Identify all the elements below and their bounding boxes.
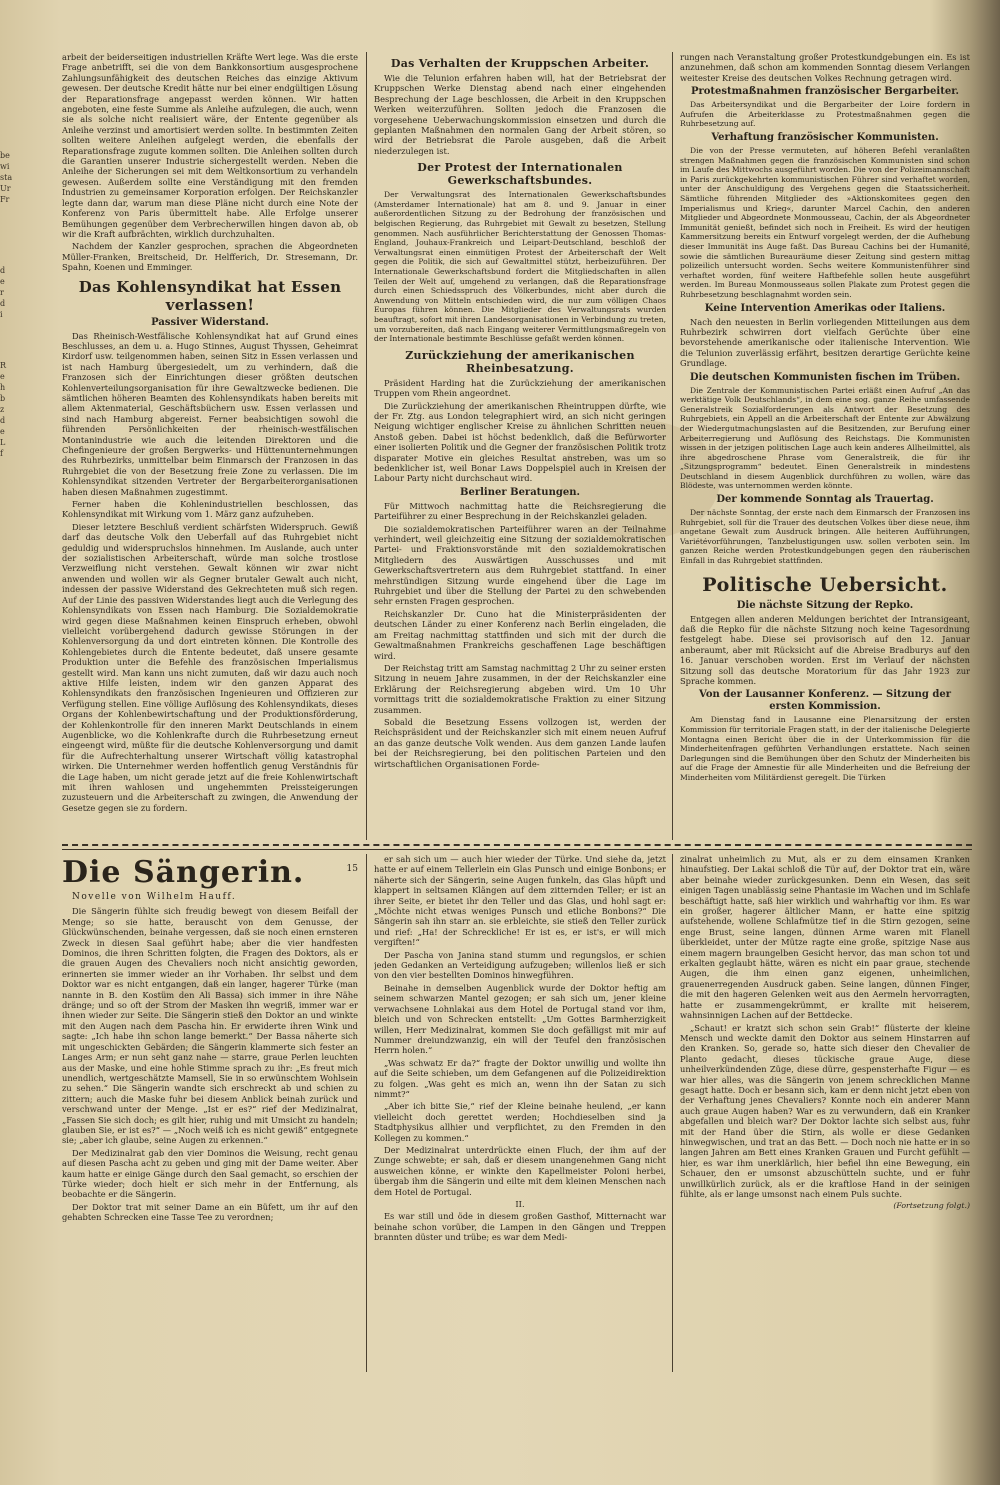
- story-paragraph: Der Doktor trat mit seiner Dame an ein Büfett, um ihr auf den gehabten Schrecken eine Tasse Tee zu verordnen;: [62, 1201, 358, 1223]
- headline-bergarbeiter: Protestmaßnahmen französischer Bergarbeiter.: [690, 86, 960, 98]
- section-title-politische-uebersicht: Politische Uebersicht.: [702, 573, 948, 596]
- left-margin-fragments: [0, 150, 18, 570]
- headline-rheinbesatzung: Zurückziehung der amerikanischen Rheinbesatzung.: [405, 348, 635, 375]
- margin-fragment: z: [0, 405, 5, 414]
- margin-fragment: f: [0, 449, 3, 458]
- feuilleton-subtitle: Novelle von Wilhelm Hauff.: [72, 892, 237, 902]
- article-paragraph: Für Mittwoch nachmittag hatte die Reichsregierung die Parteiführer zu einer Besprechung in der Reichskanzlei geladen.: [374, 500, 666, 522]
- article-intro-text: arbeit der beiderseitigen industriellen Kräfte Wert lege. Was die erste Frage anbetrifft, sei die von dem Bankkonsortium ausgesprochene Zahlungsunfähigkeit des deutschen Reiches das einzige Aktivum gewesen. Der deutsche Kredit hätte nur bei einer endgültigen Lösung der Reparationsfrage angepasst werden können. Wir hatten angeboten, eine feste Summe als Anleihe aufzulegen, die auch, wenn sie als solche nicht realisiert wäre, der Entente gegenüber als Anleihe verzinst und amortisiert werden sollte. In bestimmten Zeiten sollten weitere Anleihen aufgelegt werden, die ebenfalls der Reparationsfrage zugute kommen sollten. Die Anleihen sollten durch die Garantien unserer Industrie sichergestellt werden. Neben die Anleihe der Sicherungen sei mit dem Weltkonsortium zu verhandeln gewesen. Außerdem sollte eine Verständigung mit den fremden Industrien zu gemeinsamer Korporation erfolgen. Der Reichskanzler legte dann dar, warum man diese Pläne nicht durch eine Note der Konferenz von Paris übermittelt habe. Alle Erfolge unserer Bemühungen gegenüber dem Verbrecherwillen hingen davon ab, ob wir die Kraft aufbrächten, wirklich durchzuhalten.: [62, 52, 358, 239]
- column-rule: [672, 52, 673, 840]
- chapter-number: II.: [515, 1199, 525, 1209]
- feuilleton-separator: [62, 844, 972, 846]
- article-paragraph: Der nächste Sonntag, der erste nach dem Einmarsch der Franzosen ins Ruhrgebiet, soll für die Trauer des deutschen Volkes über diese neue, ihm angetane Gewalt zum Ausdruck bringen. Alle heiteren Aufführungen, Variétévorführungen, Tanzbelustigungen usw. sollen verboten sein. Im ganzen Reiche werden Protestkundgebungen gegen den räuberischen Einfall in das Ruhrgebiet stattfinden.: [680, 508, 970, 566]
- margin-fragment: wi: [0, 162, 10, 171]
- instalment-number: 15: [346, 864, 358, 874]
- article-paragraph: Am Dienstag fand in Lausanne eine Plenarsitzung der ersten Kommission für territoriale Fragen statt, in der der italienische Delegierte Montagna einen Bericht über die in der Unterkommission für die Minderheitenfragen geführten Verhandlungen erstattete. Nach seinen Darlegungen sind die Bemühungen über den Schutz der Minderheiten bis auf die Frage der Amnestie für alle Minderheiten und die Befreiung der Minderheiten vom Militärdienst geregelt. Die Türken: [680, 715, 970, 783]
- margin-fragment: R: [0, 361, 7, 370]
- article-paragraph: Die von der Presse vermuteten, auf höheren Befehl veranlaßten strengen Maßnahmen gegen die französischen Kommunisten sind schon im Laufe des Mittwochs ausgeführt worden. Die von der Polizeimannschaft in Paris zurückgekehrten kommunistischen Führer sind verhaftet worden, unter der Anschuldigung des Vergehens gegen die Staatssicherheit. Sämtliche führenden Mitglieder des »Aktionskomitees gegen den Imperialismus und Krieg«, darunter Marcel Cachin, den anderen Mitglieder und Abgeordnete Monmousseau, Cachin, der als Abgeordneter Immunität genießt, befindet sich noch in Freiheit. Es wird der heutigen Kammersitzung bereits ein Entwurf vorgelegt werden, der die Aufhebung dieser Immunität ins Auge faßt. Das Bureau Cachins bei der Humanité, sowie die sämtlichen Bureauräume dieser Zeitung sind gestern mittag polizeilich untersucht worden. Sechs weitere Kommunistenführer sind verhaftet worden, fünf weitere Haftbefehle sollen heute ausgeführt werden. Im Bureau Monmousseaus sollen Plakate zum Protest gegen die Ruhrbesetzung beschlagnahmt worden sein.: [680, 146, 970, 299]
- story-paragraph: Der Medizinalrat unterdrückte einen Fluch, der ihm auf der Zunge schwebte; er sah, daß er diesem unangenehmen Gang nicht ausweichen könne, er winkte den Kapellmeister Poloni herbei, übergab ihm die Sängerin und eilte mit dem kleinen Menschen nach dem Hotel de Portugal.: [374, 1144, 666, 1197]
- article-paragraph: Der Verwaltungsrat des Internationalen Gewerkschaftsbundes (Amsterdamer Internationale) hat am 8. und 9. Januar in einer außerordentlichen Sitzung zu der Bedrohung der französischen und belgischen Regierung, das Ruhrgebiet mit Gewalt zu besetzen, Stellung genommen. Nach ausführlicher Berichterstattung der Genossen Thomas-England, Jouhaux-Frankreich und Leipart-Deutschland, beschloß der Verwaltungsrat einen einmütigen Protest der Arbeiterschaft der Welt gegen die Politik, die sich auf Gewaltmittel stützt, herbeizuführen. Der Internationale Gewerkschaftsbund fordert die Mitgliedschaften in allen Teilen der Welt auf, umgehend zu verlangen, daß die Reparationsfrage durch einen Schiedsspruch des Völkerbundes, nicht aber durch die Anwendung von Mitteln entschieden wird, die nur zum völligen Chaos Europas führen können. Die Mitglieder des Verwaltungsrats wurden beauftragt, sofort mit ihren Landesorganisationen in Verbindung zu treten, um vorzubereiten, daß nach Eingang weiterer Vermittlungsmaßregeln von der Internationale bestimmte Beschlüsse gefaßt werden können.: [374, 190, 666, 344]
- article-paragraph: Präsident Harding hat die Zurückziehung der amerikanischen Truppen vom Rhein angeordnet.: [374, 377, 666, 399]
- margin-fragment: h: [0, 383, 6, 392]
- story-paragraph: „Was schwatz Er da?“ fragte der Doktor unwillig und wollte ihn auf die Seite schieben, um dem Gefangenen auf die Polizeidirektion zu folgen. „Was geht es mich an, wenn ihn der Satan zu sich nimmt?“: [374, 1057, 666, 1099]
- margin-fragment: sta: [0, 173, 13, 182]
- story-paragraph: Es war still und öde in diesem großen Gasthof, Mitternacht war beinahe schon vorüber, die Lampen in den Gängen und Treppen brannten düster und trübe; es war dem Medi-: [374, 1211, 666, 1243]
- article-paragraph: Ferner haben die Kohlenindustriellen beschlossen, das Kohlensyndikat mit Wirkung vom 1. März ganz aufzuheben.: [62, 499, 358, 520]
- margin-fragment: r: [0, 288, 4, 297]
- margin-fragment: i: [0, 310, 3, 319]
- feuilleton-column-2: [374, 854, 666, 1372]
- story-paragraph: Beinahe in demselben Augenblick wurde der Doktor heftig am seinem schwarzen Mantel gezogen; er sah sich um, jener kleine verwachsene Lohnlakai aus dem Hotel de Portugal stand vor ihm, bleich und von Schrecken entstellt: „Um Gottes Barmherzigkeit willen, Herr Medizinalrat, kommen Sie doch gefälligst mit mir auf Nummer dreiundzwanzig, ein will der Teufel den französischen Herrn holen.“: [374, 982, 666, 1056]
- column-3: [680, 52, 970, 840]
- article-paragraph: Das Rheinisch-Westfälische Kohlensyndikat hat auf Grund eines Beschlusses, an dem u. a. Hugo Stinnes, August Thyssen, Geheimrat Kirdorf usw. teilgenommen haben, seinen Sitz in Essen verlassen und ist nach Hamburg übergesiedelt, um zu verhindern, daß die Franzosen sich der Einrichtungen dieser größten deutschen Kohlenverteilungsorganisation für ihre Gewaltzwecke bedienen. Die sämtlichen höheren Beamten des Kohlensyndikats haben bereits mit allem Aktenmaterial, Geschäftsbüchern usw. Essen verlassen und sind nach Hamburg abgereist. Ferner beabsichtigen sowohl die führenden Persönlichkeiten der rheinisch-westfälischen Montanindustrie wie auch die leitenden Direktoren und die Chefingenieure der großen Bergwerks- und Hüttenunternehmungen des Ruhrbezirks, unmittelbar beim Einmarsch der Franzosen in das Ruhrgebiet die von der Besetzung freie Zone zu verlassen. Die im Kohlensyndikat sitzenden Vertreter der Bergarbeiterorganisationen haben diesen Maßnahmen zugestimmt.: [62, 330, 358, 497]
- story-paragraph: „Schaut! er kratzt sich schon sein Grab!“ flüsterte der kleine Mensch und weckte damit den Doktor aus seinem Hinstarren auf den Kranken. So, gerade so, hatte sich dieser den Chevalier de Planto gedacht, dieses tückische graue Auge, diese unheilverkündenden Züge, diese dürre, gespensterhafte Figur — es war hier alles, was die Sängerin von jenem schrecklichen Manne gesagt hatte. Doch er besann sich, kam er denn nicht jetzt eben von der Verhaftung jenes Chevaliers? Konnte noch ein anderer Mann auch graue Augen haben? War es zu verwundern, daß ein Kranker abgefallen und bleich war? Der Doktor lachte sich selbst aus, fuhr mit der Hand über die Stirn, als wolle er diese Gedanken hinwegwischen, und trat an das Bett. — Doch noch nie hatte er in so langen Jahren am Bett eines Kranken Grauen und Furcht gefühlt — hier, es war ihm unerklärlich, hier befiel ihn eine Bewegung, ein Schauer, den er umsonst abzuschütteln suchte, und er fuhr unwillkürlich zurück, als er die kraftlose Hand in der seinigen fühlte, als er lange umsonst nach einem Puls suchte.: [680, 1022, 970, 1199]
- headline-gewerkschaftsbund: Der Protest der Internationalen Gewerkschaftsbundes.: [417, 161, 623, 188]
- margin-fragment: e: [0, 427, 5, 436]
- article-paragraph: Die Zurückziehung der amerikanischen Rheintruppen dürfte, wie der Fr. Ztg. aus London telegraphiert wird, an sich nicht geringen Neigung wichtiger englischer Kreise zu ähnlichen Schritten neuen Anstoß geben. Dabei ist höchst bedenklich, daß die Befürworter einer isolierten Politik und die Gegner der französischen Politik trotz disparater Motive ein gleiches Resultat anstreben, was um so bedenklicher ist, weil Bonar Laws Doppelspiel auch in Kreisen der Labour Party nicht durchschaut wird.: [374, 400, 666, 484]
- margin-fragment: d: [0, 416, 6, 425]
- margin-fragment: Fr: [0, 195, 10, 204]
- story-paragraph: er sah sich um — auch hier wieder der Türke. Und siehe da, jetzt hatte er auf einem Tellerlein ein Glas Punsch und einige Bonbons; er näherte sich der Sängerin, seine Augen funkeln, das Glas hüpft und klappert in seltsamen Klängen auf dem zitternden Teller; er ist an ihrer Seite, er bietet ihr den Teller und das Glas, und hohl sagt er: „Möchte nicht etwas weniges Punsch und etliche Bonbons?“ Die Sängerin sah ihn starr an. sie erbleichte, sie stieß den Teller zurück und rief: „Ha! der Schreckliche! Er ist es, er ist's, er will mich vergiften!“: [374, 854, 666, 948]
- feuilleton-column-3: [680, 854, 970, 1372]
- subhead-passiver-widerstand: Passiver Widerstand.: [151, 316, 269, 328]
- article-paragraph: Reichskanzler Dr. Cuno hat die Ministerpräsidenten der deutschen Länder zu einer Konferenz nach Berlin eingeladen, die am Freitag nachmittag stattfinden und sich mit der durch die Gewaltmaßnahmen Frankreichs geschaffenen Lage beschäftigen wird.: [374, 608, 666, 661]
- story-paragraph: Der Medizinalrat gab den vier Dominos die Weisung, recht genau auf diesen Pascha acht zu geben und ging mit der Dame weiter. Aber kaum hatte er einige Gänge durch den Saal gemacht, so erschien der Türke wieder; doch hielt er sich mehr in der Entfernung, als beobachte er die Sängerin.: [62, 1147, 358, 1200]
- article-paragraph: Die Zentrale der Kommunistischen Partei erläßt einen Aufruf „An das werktätige Volk Deutschlands“, in dem eine sog. ganze Reihe umfassende Generalstreik Sozialforderungen als Antwort der Besetzung des Ruhrgebiets, ein Appell an die Arbeiterschaft der Entente zur Abwälzung der Wiedergutmachungslasten auf die Besitzenden, zur Berufung einer Arbeiterregierung und Auflösung des Reichstags. Die Kommunisten wissen in der jetzigen politischen Lage auch kein anderes Allheilmittel, als ihre abgedroschene Phrase vom Generalstreik, die für ihr „Sitzungsprogramm“ bedeutet. Einen Generalstreik in mindestens Deutschland in diesem Augenblick durchführen zu wollen, wäre das Blödeste, was unternommen werden könnte.: [680, 385, 970, 491]
- article-paragraph: Der Reichstag tritt am Samstag nachmittag 2 Uhr zu seiner ersten Sitzung in neuem Jahre zusammen, in der der Reichskanzler eine Erklärung der Reichsregierung abgeben wird. Um 10 Uhr vormittags tritt die sozialdemokratische Fraktion zu einer Sitzung zusammen.: [374, 662, 666, 715]
- margin-fragment: b: [0, 394, 6, 403]
- article-intro-text: Nachdem der Kanzler gesprochen, sprachen die Abgeordneten Müller-Franken, Breitscheid, Dr. Helfferich, Dr. Stresemann, Dr. Spahn, Koenen und Emminger.: [62, 241, 358, 273]
- headline-lausanne: Von der Lausanner Konferenz. — Sitzung der ersten Kommission.: [699, 689, 951, 713]
- headline-kommunisten: Verhaftung französischer Kommunisten.: [711, 132, 939, 143]
- article-paragraph: Nach den neuesten in Berlin vorliegenden Mitteilungen aus dem Ruhrbezirk schwirren dort vielfach Gerüchte über eine bevorstehende amerikanische oder italienische Intervention. Wie die Telunion zuverlässig erfährt, besitzen derartige Gerüchte keine Grundlage.: [680, 316, 970, 369]
- margin-fragment: d: [0, 266, 6, 275]
- story-paragraph: Die Sängerin fühlte sich freudig bewegt von diesem Beifall der Menge; so sie hatte, berauscht von dem Genusse, der Glückwünschenden, beinahe vergessen, daß sie noch einen ernsteren Zweck in diesen Saal geführt habe; aber die vier handfesten Dominos, die ihren Schritten folgten, die Fragen des Doktors, als er die grauen Augen des Chevaliers noch nicht ansichtig geworden, erinnerten sie immer wieder an ihr Vorhaben. Ihr selbst und dem Doktor war es nicht entgangen, daß ein langer, hagerer Türke (man nannte in B. den Kostüm den Ali Bassa) sich immer in ihre Nähe dränge; und so oft der Strom der Masken ihn wegriß, immer war er ihnen wieder zur Seite. Die Sängerin stieß den Doktor an und winkte mit den Augen nach dem Pascha hin. Er erwiderte ihren Wink und sagte: „Ich habe ihn schon lange bemerkt.“ Der Bassa näherte sich mit ungeschickten Gebärden; die Sängerin klammerte sich fester an Langes Arm; er nun seht ganz nahe — starre, graue Perlen leuchten aus der Maske, und eine hohle Stimme sprach zu ihr: „Es freut mich unendlich, wertgeschätzte Mamsell, Sie in so erwünschtem Wohlsein zu sehen.“ Die Sängerin wandte sich erschreckt ab und schien zu zittern; auch die Maske fuhr bei diesem Anblick beinah zurück und verschwand unter der Menge. „Ist er es?“ rief der Medizinalrat, „Fassen Sie sich doch; es gilt hier, ruhig und mit Umsicht zu handeln; glauben Sie, er ist es?“ — „Noch weiß ich es nicht gewiß“ entgegnete sie; „aber ich glaube, seine Augen zu erkennen.“: [62, 906, 358, 1146]
- headline-keine-intervention: Keine Intervention Amerikas oder Italiens.: [704, 302, 946, 314]
- headline-kohlensyndikat: Das Kohlensyndikat hat Essen verlassen!: [78, 277, 342, 314]
- margin-fragment: e: [0, 277, 5, 286]
- column-rule: [672, 854, 673, 1372]
- headline-trauertag: Der kommende Sonntag als Trauertag.: [716, 494, 934, 506]
- story-paragraph: Der Pascha von Janina stand stumm und regungslos, er schien jeden Gedanken an Verteidigung aufzugeben; willenlos ließ er sich von den vier bestellten Dominos hinwegführen.: [374, 949, 666, 981]
- article-paragraph: Die sozialdemokratischen Parteiführer waren an der Teilnahme verhindert, weil gleichzeitig eine Sitzung der sozialdemokratischen Partei- und Fraktionsvorstände mit den sozialdemokratischen Mitgliedern des Auswärtigen Ausschusses und mit Gewerkschaftsvertretern aus dem Ruhrgebiet stattfand. In einer mehrstündigen Sitzung wurde eingehend über die Lage im Ruhrgebiet und über die Stellung der Partei zu den schwebenden sehr ernsten Fragen gesprochen.: [374, 523, 666, 607]
- feuilleton-separator-line: [62, 849, 972, 850]
- article-paragraph: Entgegen allen anderen Meldungen berichtet der Intransigeant, daß die Repko für die nächste Sitzung noch keine Tagesordnung festgelegt habe. Diese sei provisorisch auf den 12. Januar anberaumt, aber mit Rücksicht auf die Abreise Bradburys auf den 16. Januar verschoben worden. Erst im Verlauf der nächsten Sitzung soll das deutsche Moratorium für das Jahr 1923 zur Sprache kommen.: [680, 613, 970, 687]
- feuilleton-column-1: [62, 854, 358, 1372]
- column-2: [374, 52, 666, 840]
- margin-fragment: L: [0, 438, 6, 447]
- continuation-note: (Fortsetzung folgt.): [893, 1201, 970, 1211]
- feuilleton-title: Die Sängerin.: [62, 855, 305, 890]
- margin-fragment: d: [0, 299, 6, 308]
- margin-fragment: be: [0, 151, 10, 160]
- margin-fragment: e: [0, 372, 5, 381]
- headline-krupp: Das Verhalten der Kruppschen Arbeiter.: [390, 57, 650, 70]
- story-paragraph: „Aber ich bitte Sie,“ rief der Kleine beinahe heulend, „er kann vielleicht doch gerettet werden; Hochdieselben sind ja Stadtphysikus allhier und verpflichtet, zu den Fremden in den Kollegen zu kommen.“: [374, 1101, 666, 1143]
- headline-berliner-beratungen: Berliner Beratungen.: [460, 486, 580, 498]
- column-rule: [366, 52, 367, 840]
- article-paragraph: Wie die Telunion erfahren haben will, hat der Betriebsrat der Kruppschen Werke Dienstag abend nach einer eingehenden Besprechung der Lage beschlossen, die Arbeit in den Kruppschen Werken weiterzuführen. Sollten jedoch die Franzosen die vorgesehene Ueberwachungskommission einsetzen und durch die geplanten Maßnahmen den normalen Gang der Arbeit stören, so wird der Betriebsrat die Parole ausgeben, daß die Arbeit niederzulegen ist.: [374, 73, 666, 156]
- column-rule: [366, 854, 367, 1372]
- headline-kommunisten-trueben: Die deutschen Kommunisten fischen im Trüben.: [689, 371, 961, 383]
- column-1: [62, 52, 358, 840]
- story-paragraph: zinalrat unheimlich zu Mut, als er zu dem einsamen Kranken hinaufstieg. Der Lakai schloß die Tür auf, der Doktor trat ein, wäre aber beinahe wieder zurückgesunken. Denn ein Wesen, das seit einigen Tagen unablässig seine Phantasie im Wachen und im Schlafe beschäftigt hatte, saß hier wirklich und wahrhaftig vor ihm. Es war ein großer, hagerer ältlicher Mann, er hatte eine spitzig aufstehende, wollene Schlafmütze tief in die Stirn gezogen, seine enge Brust, seine langen, dünnen Arme waren mit Flanell überkleidet, unter der Mütze ragte eine große, spitzige Nase aus einem magern braungelben Gesicht hervor, das man schon tot und erkalten geglaubt hätte, wären es nicht ein paar graue, stechende Augen, die ihm einen ganz eigenen, unheimlichen, grauenerregenden Ausdruck gaben. Seine langen, dünnen Finger, die mit den hageren Gelenken weit aus den Aermeln hervorragten, hatte er zusammengekrümmt, er krallte mit heiserem, wahnsinnigen Lachen auf der Bettdecke.: [680, 854, 970, 1021]
- headline-repko: Die nächste Sitzung der Repko.: [736, 599, 914, 611]
- article-paragraph: Dieser letztere Beschluß verdient schärfsten Widerspruch. Gewiß darf das deutsche Volk den Ueberfall auf das Ruhrgebiet nicht geduldig und widerspruchslos hinnehmen. Im Auslande, auch unter der sozialistischen Arbeiterschaft, würde man solche trostlose Verzweiflung nicht verstehen. Gewalt können wir zwar nicht anwenden und wollen wir als Gegner brutaler Gewalt auch nicht, indessen der passive Widerstand des Gekrechteten muß sich regen. Auf der Linie des passiven Widerstandes liegt auch die Verlegung des Kohlensyndikats von Essen nach Hamburg. Die Sozialdemokratie wird gegen diese Maßnahmen keinen Einspruch erheben, obwohl vielleicht vorübergehend dadurch gewisse Störungen in der Kohlenversorgung da und dort eintreten können. Die Kontrolle des Kohlengebietes durch die Entente bedeutet, daß unsere gesamte Produktion unter die Befehle des französischen Imperialismus gestellt wird. Man kann uns nicht zumuten, daß wir dazu auch noch aktive Hilfe leisten, indem wir den ganzen Apparat des Kohlensyndikats den französischen Ingenieuren und Offizieren zur Verfügung stellen. Eine völlige Auflösung des Kohlensyndikats, dieses Organs der Kohlenbewirtschaftung und der Produktionsförderung, der Kohlenkontrolle für den inneren Markt Deutschlands in einem Augenblicke, wo die Kohlenkrafte durch die Ruhrbesetzung erneut eingeengt wird, müßte für die deutsche Kohlenversorgung und damit für die Aufrechterhaltung unserer Wirtschaft völlig katastrophal wirken. Die Unternehmer werden hoffentlich genug Verständnis für die Lage haben, um nicht gerade jetzt auf die freie Kohlenwirtschaft mit ihren wahlosen und ungehemmten Preissteigerungen zuzusteuern und die Arbeiterschaft zu zwingen, die Anwendung der Gesetze gegen sie zu fordern.: [62, 521, 358, 813]
- article-paragraph: Das Arbeitersyndikat und die Bergarbeiter der Loire fordern in Aufrufen die Arbeiterklasse zu Protestmaßnahmen gegen die Ruhrbesetzung auf.: [680, 100, 970, 129]
- margin-fragment: Ur: [0, 184, 11, 193]
- article-paragraph: Sobald die Besetzung Essens vollzogen ist, werden der Reichspräsident und der Reichskanzler sich mit einem neuen Aufruf an das ganze deutsche Volk wenden. Aus dem ganzen Lande laufen bei der Reichsregierung, bei den politischen Parteien und den wirtschaftlichen Organisationen Forde-: [374, 716, 666, 769]
- article-paragraph: rungen nach Veranstaltung großer Protestkundgebungen ein. Es ist anzunehmen, daß schon am kommenden Sonntag diesem Verlangen weitester Kreise des deutschen Volkes Rechnung getragen wird.: [680, 52, 970, 83]
